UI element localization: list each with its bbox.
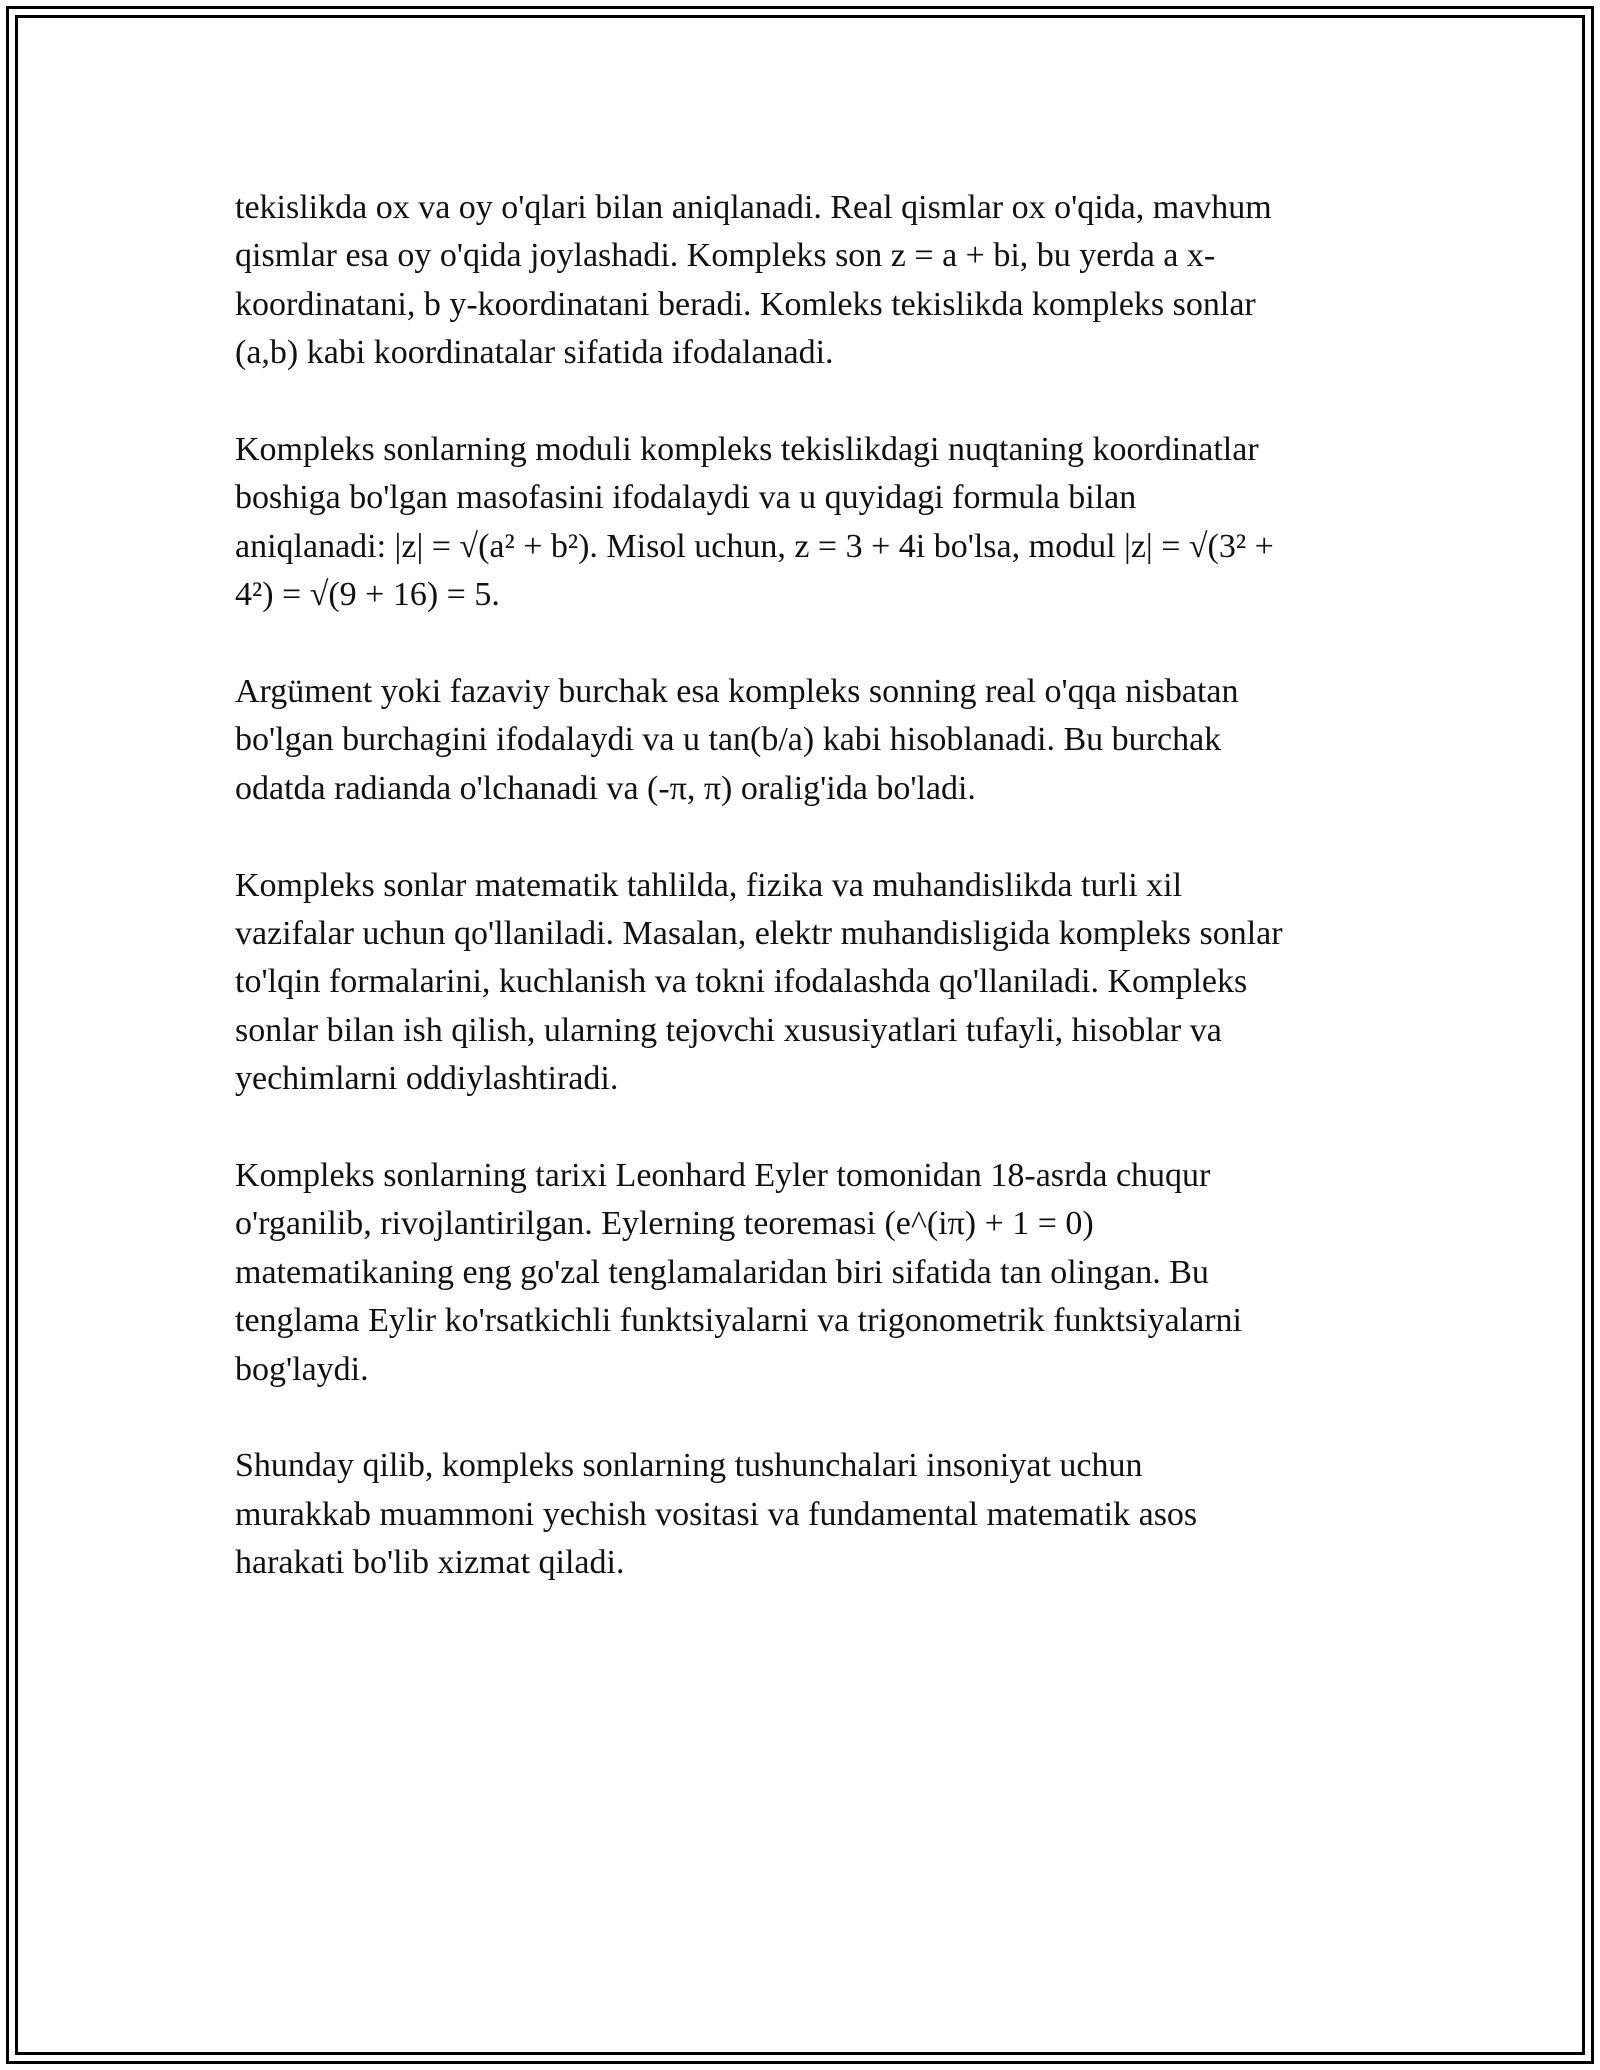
paragraph-applications: Kompleks sonlar matematik tahlilda, fizika va muhandislikda turli xil vazifalar uchun qo'llaniladi. Masalan, elektr muhandisligida kompleks sonlar to'lqin formalarini, kuchlanish va tokni ifodalashda qo'llaniladi. Kompleks sonlar bilan ish qilish, ularning tejovchi xususiyatlari tufayli, hisoblar va yechimlarni oddiylashtiradi. [235, 866, 1283, 1098]
paragraph-complex-plane: tekislikda ox va oy o'qlari bilan aniqlanadi. Real qismlar ox o'qida, mavhum qismlar esa oy o'qida joylashadi. Kompleks son z = a + bi, bu yerda a x- koordinatani, b y-koordinatani beradi. Komleks tekislikda kompleks sonlar (a,b) kabi koordinatalar sifatida ifodalanadi. [235, 189, 1272, 372]
paragraph-argument: Argüment yoki fazaviy burchak esa kompleks sonning real o'qqa nisbatan bo'lgan burchagini ifodalaydi va u tan(b/a) kabi hisoblanadi. Bu burchak odatda radianda o'lchanadi va (-π, π) oralig'ida bo'ladi. [235, 673, 1239, 807]
paragraph-conclusion: Shunday qilib, kompleks sonlarning tushunchalari insoniyat uchun murakkab muammoni yechish vositasi va fundamental matematik asos harakati bo'lib xizmat qiladi. [235, 1447, 1198, 1582]
document-body [235, 184, 1375, 1636]
paragraph-history: Kompleks sonlarning tarixi Leonhard Eyler tomonidan 18-asrda chuqur o'rganilib, rivojlantirilgan. Eylerning teoremasi (e^(iπ) + 1 = 0) matematikaning eng go'zal tenglamalaridan biri sifatida tan olingan. Bu tenglama Eylir ko'rsatkichli funktsiyalarni va trigonometrik funktsiyalarni bog'laydi. [235, 1157, 1242, 1388]
paragraph-modulus: Kompleks sonlarning moduli kompleks tekislikdagi nuqtaning koordinatlar boshiga bo'lgan masofasini ifodalaydi va u quyidagi formula bilan aniqlanadi: |z| = √(a² + b²). Misol uchun, z = 3 + 4i bo'lsa, modul |z| = √(3² + 4²) = √(9 + 16) = 5. [235, 431, 1274, 614]
